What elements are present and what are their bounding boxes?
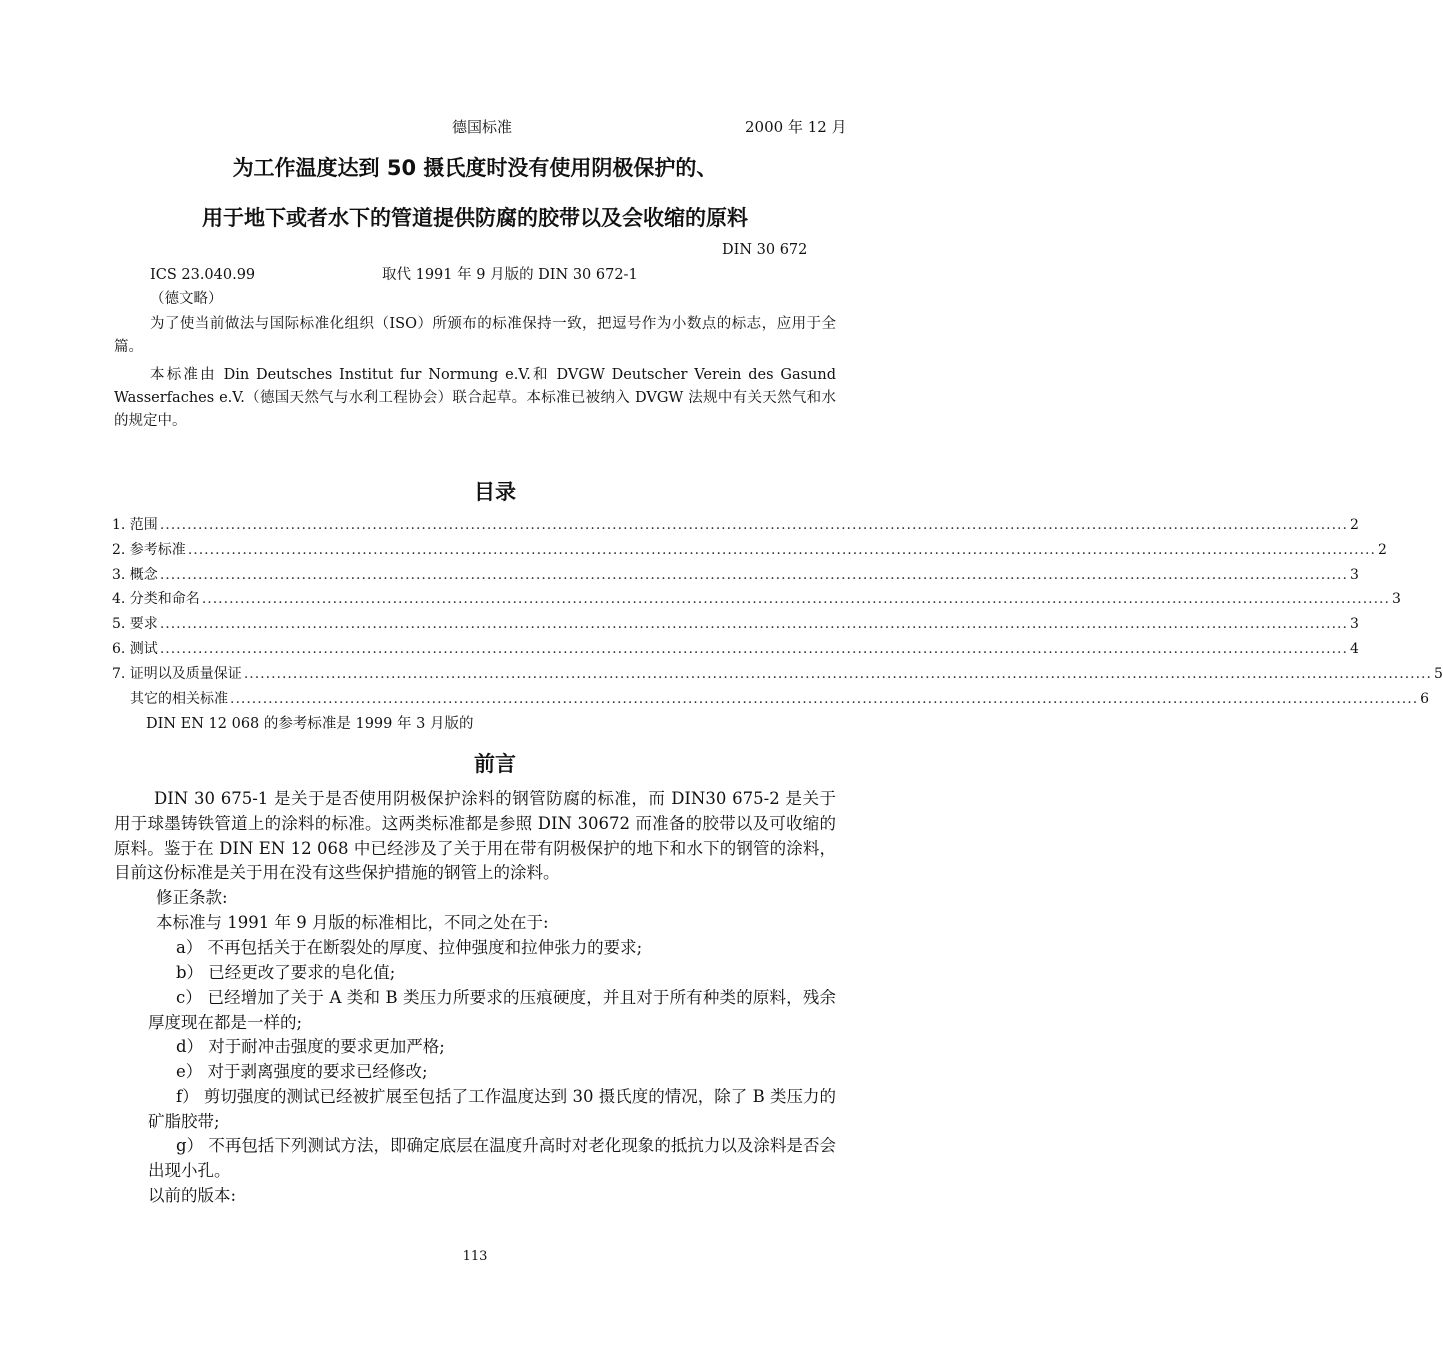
toc-item[interactable] [112,688,1430,713]
document-title-line-2: 用于地下或者水下的管道提供防腐的胶带以及会收缩的原料 [202,206,748,230]
document-title-line-1: 为工作温度达到 50 摄氏度时没有使用阴极保护的、 [232,156,718,180]
toc-leader-dots: .......................................................................................................................................................................................................................... [159,616,1348,633]
toc-item-label: 1. 范围 [112,517,158,533]
toc-leader-dots: .......................................................................................................................................................................................................................... [159,640,1348,657]
intro-paragraph-2: 本标准由 Din Deutsches Institut fur Normung e.V.和 DVGW Deutscher Verein des Gasund Wasserfaches e.V.（德国天然气与水利工程协会）联合起草。本标准已被纳入 DVGW 法规中有关天然气和水的规定中。 [114,367,836,429]
toc-leader-dots: .......................................................................................................................................................................................................................... [201,591,1390,608]
previous-editions-label: 以前的版本: [148,1186,237,1205]
toc-leader-dots: .......................................................................................................................................................................................................................... [159,517,1348,533]
toc-item-page: 2 [1377,541,1387,558]
amendments-intro: 本标准与 1991 年 9 月版的标准相比，不同之处在于: [156,913,549,932]
toc-leader-dots: .......................................................................................................................................................................................................................... [187,541,1376,558]
foreword-paragraph: DIN 30 675-1 是关于是否使用阴极保护涂料的钢管防腐的标准，而 DIN30 675-2 是关于用于球墨铸铁管道上的涂料的标准。这两类标准都是参照 DIN 30672 而准备的胶带以及可收缩的原料。鉴于在 DIN EN 12 068 中已经涉及了关于用在带有阴极保护的地下和水下的钢管的涂料，目前这份标准是关于用在没有这些保护措施的钢管上的涂料。 [114,789,836,883]
toc-leader-dots: .......................................................................................................................................................................................................................... [159,566,1348,583]
amendment-item: e） 对于剥离强度的要求已经修改; [176,1062,428,1081]
toc-item[interactable] [112,638,1359,663]
amendments-title: 修正条款: [156,888,228,907]
amendment-item: c） 已经增加了关于 A 类和 B 类压力所要求的压痕硬度，并且对于所有种类的原料，残余厚度现在都是一样的; [148,988,836,1032]
toc-item-page: 3 [1349,566,1359,583]
toc-item-page: 5 [1433,665,1443,682]
toc-item-page: 2 [1349,517,1359,533]
ics-code: ICS 23.040.99 [150,267,256,283]
amendment-item: g） 不再包括下列测试方法，即确定底层在温度升高时对老化现象的抵抗力以及涂料是否会出现小孔。 [148,1136,836,1180]
intro-paragraph-1: 为了使当前做法与国际标准化组织（ISO）所颁布的标准保持一致，把逗号作为小数点的标志，应用于全篇。 [114,316,836,355]
amendment-item: f） 剪切强度的测试已经被扩展至包括了工作温度达到 30 摄氏度的情况，除了 B 类压力的矿脂胶带; [148,1087,836,1131]
toc-item[interactable] [112,588,1401,613]
header-standard-type: 德国标准 [452,118,513,136]
amendment-item: a） 不再包括关于在断裂处的厚度、拉伸强度和拉伸张力的要求; [176,938,643,957]
toc-item-page: 6 [1420,690,1430,707]
amendment-item: b） 已经更改了要求的皂化值; [176,963,396,982]
toc-item-page: 3 [1391,591,1401,608]
toc-item-label: 3. 概念 [112,566,158,583]
toc-note: DIN EN 12 068 的参考标准是 1999 年 3 月版的 [146,716,474,732]
toc-item[interactable] [112,539,1387,564]
toc-item[interactable] [112,663,1443,688]
toc-leader-dots: .......................................................................................................................................................................................................................... [230,690,1419,707]
toc-item-label: 4. 分类和命名 [112,591,200,608]
table-of-contents [112,514,1443,712]
toc-item[interactable] [112,564,1359,589]
language-note: （德文略） [150,291,223,307]
toc-item-label: 2. 参考标准 [112,541,186,558]
header-date: 2000 年 12 月 [745,118,847,136]
toc-item-page: 3 [1349,616,1359,633]
page-number: 113 [462,1249,488,1264]
toc-leader-dots: .......................................................................................................................................................................................................................... [243,665,1432,682]
foreword-heading: 前言 [474,752,516,776]
replaces-note: 取代 1991 年 9 月版的 DIN 30 672-1 [382,267,638,283]
toc-heading: 目录 [474,480,516,504]
toc-item-label: 6. 测试 [112,640,158,657]
amendment-item: d） 对于耐冲击强度的要求更加严格; [176,1037,445,1056]
toc-item-label: 5. 要求 [112,616,158,633]
toc-item-label: 其它的相关标准 [130,690,228,707]
standard-number: DIN 30 672 [722,242,808,258]
toc-item-label: 7. 证明以及质量保证 [112,665,242,682]
toc-item[interactable] [112,514,1359,539]
toc-item[interactable] [112,613,1359,638]
toc-item-page: 4 [1349,640,1359,657]
